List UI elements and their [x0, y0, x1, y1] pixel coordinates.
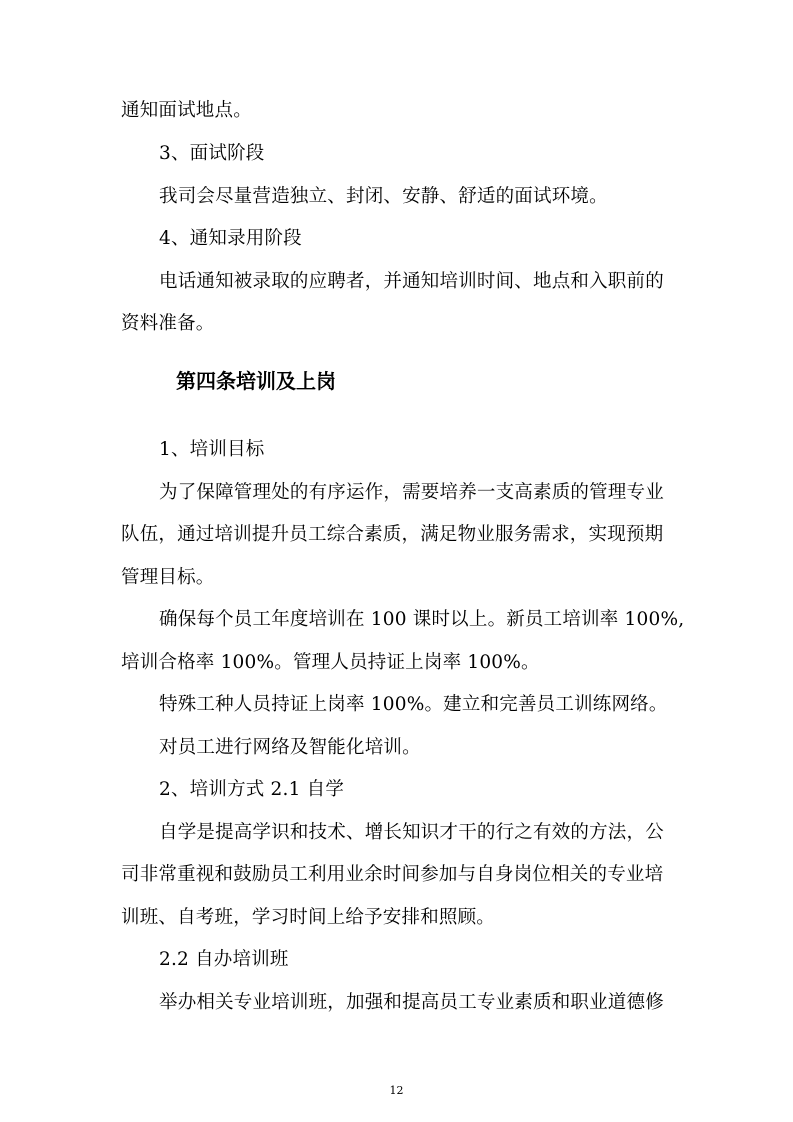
- section-item-title: 4、通知录用阶段: [159, 228, 302, 249]
- article-heading: 第四条培训及上岗: [176, 369, 336, 393]
- section-item-title: 2、培训方式 2.1 自学: [159, 779, 345, 800]
- paragraph-line: 自学是提高学识和技术、增长知识才干的行之有效的方法，公: [159, 822, 664, 843]
- paragraph-line: 通知面试地点。: [121, 100, 252, 121]
- paragraph-line: 电话通知被录取的应聘者，并通知培训时间、地点和入职前的: [159, 271, 664, 292]
- paragraph-line: 特殊工种人员持证上岗率 100%。建立和完善员工训练网络。: [159, 694, 668, 715]
- paragraph-line: 举办相关专业培训班，加强和提高员工专业素质和职业道德修: [159, 992, 664, 1013]
- paragraph-line: 培训合格率 100%。管理人员持证上岗率 100%。: [121, 652, 540, 673]
- section-item-title: 2.2 自办培训班: [159, 949, 289, 970]
- paragraph-line: 对员工进行网络及智能化培训。: [159, 737, 421, 758]
- paragraph-line: 资料准备。: [121, 313, 215, 334]
- paragraph-line: 司非常重视和鼓励员工利用业余时间参加与自身岗位相关的专业培: [121, 864, 664, 885]
- section-item-title: 1、培训目标: [159, 439, 265, 460]
- page-number: 12: [389, 1084, 404, 1097]
- paragraph-line: 我司会尽量营造独立、封闭、安静、舒适的面试环境。: [159, 186, 608, 207]
- paragraph-line: 为了保障管理处的有序运作，需要培养一支高素质的管理专业: [159, 482, 664, 503]
- paragraph-line: 队伍，通过培训提升员工综合素质，满足物业服务需求，实现预期: [121, 524, 664, 545]
- paragraph-line: 管理目标。: [121, 567, 215, 588]
- section-item-title: 3、面试阶段: [159, 143, 265, 164]
- paragraph-line: 训班、自考班，学习时间上给予安排和照顾。: [121, 907, 496, 928]
- paragraph-line: 确保每个员工年度培训在 100 课时以上。新员工培训率 100%,: [159, 609, 685, 630]
